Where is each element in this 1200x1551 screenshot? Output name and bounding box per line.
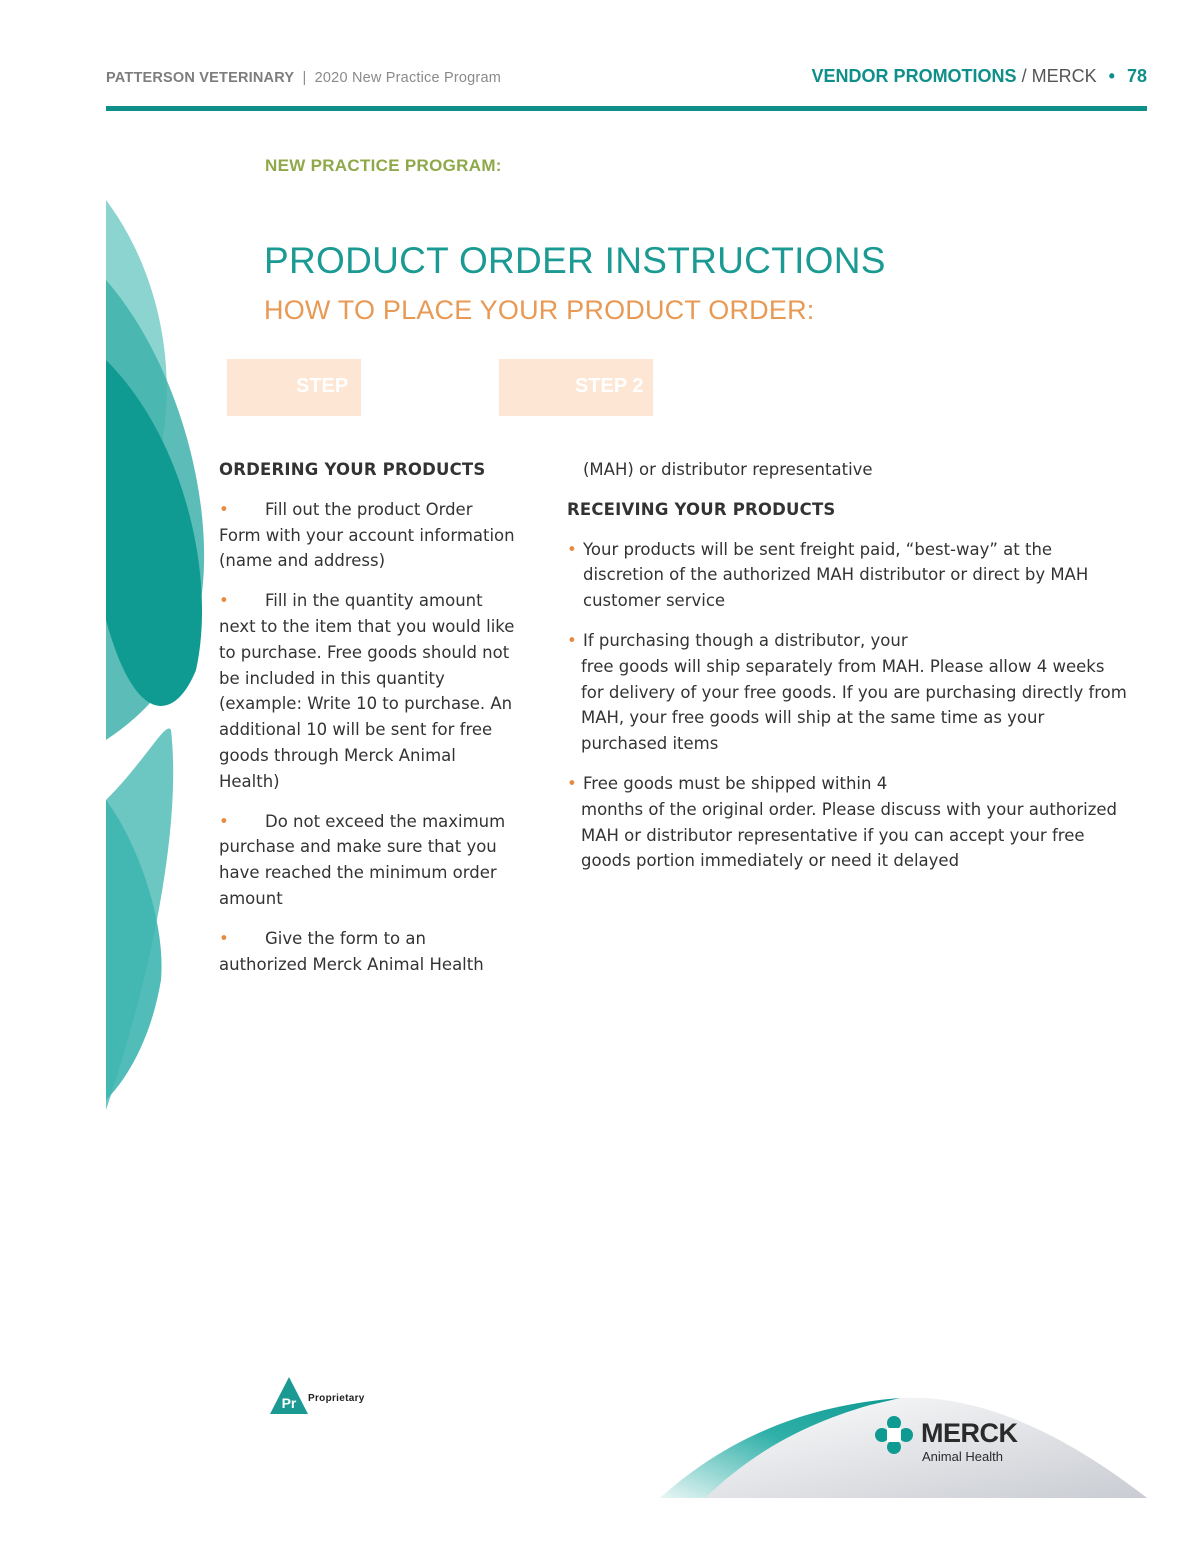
- receiving-item-lead: If purchasing though a distributor, your: [583, 630, 908, 650]
- program-name: 2020 New Practice Program: [314, 70, 501, 86]
- running-header-left: [106, 70, 501, 86]
- receiving-item: [567, 537, 1127, 614]
- step-2-badge: STEP 2: [499, 359, 653, 416]
- receiving-item-text: discretion of the authorized MAH distributor or direct by MAH customer service: [583, 565, 1089, 611]
- proprietary-icon: [270, 1377, 310, 1415]
- section-name: VENDOR PROMOTIONS: [811, 66, 1017, 86]
- bullet-icon: •: [219, 499, 229, 519]
- step-1-badge: STEP 1: [227, 359, 361, 416]
- receiving-item-text: free goods will ship separately from MAH. Please allow 4 weeks for delivery of your free goods. If you are purchasing directly from MAH, your free goods will ship at the same time as your purchased items: [581, 656, 1127, 754]
- left-wave-decoration: [106, 200, 216, 1110]
- page-title: PRODUCT ORDER INSTRUCTIONS: [264, 240, 886, 281]
- running-header-right: [812, 66, 1147, 87]
- merck-logo-icon: [874, 1415, 914, 1455]
- receiving-item-text: months of the original order. Please discuss with your authorized MAH or distributor representative if you can accept your free goods portion immediately or need it delayed: [581, 799, 1118, 871]
- bullet-icon: •: [567, 773, 577, 793]
- ordering-section: [219, 457, 519, 991]
- bullet-icon: •: [567, 630, 577, 650]
- bullet-icon: •: [219, 591, 229, 611]
- vendor-name: MERCK: [1031, 66, 1097, 86]
- receiving-item: [567, 628, 1127, 757]
- receiving-item-lead: Your products will be sent freight paid, “best-way” at the: [583, 539, 1053, 559]
- ordering-item: [219, 588, 519, 794]
- proprietary-label: Proprietary: [308, 1393, 365, 1404]
- ordering-item: [219, 926, 519, 978]
- bullet-icon: •: [219, 811, 229, 831]
- ordering-heading: ORDERING YOUR PRODUCTS: [219, 460, 486, 479]
- receiving-heading: RECEIVING YOUR PRODUCTS: [567, 499, 836, 519]
- header-bullet: •: [1108, 66, 1115, 86]
- bullet-icon: •: [219, 928, 229, 948]
- page-number: 78: [1126, 66, 1147, 86]
- bullet-icon: •: [567, 539, 577, 559]
- receiving-section: [567, 457, 1127, 888]
- ordering-item: [219, 497, 519, 574]
- ordering-item-text: Fill in the quantity amount next to the item that you would like to purchase. Free goods should not be included in this quantity (example: Write 10 to purchase. An additional 10 will be sent for free goods through Merck Animal Health): [219, 591, 515, 791]
- page-subtitle: HOW TO PLACE YOUR PRODUCT ORDER:: [264, 295, 815, 325]
- proprietary-mark: Pr: [281, 1395, 297, 1411]
- header-rule: [106, 106, 1147, 111]
- ordering-item-text: Fill out the product Order Form with your account information (name and address): [219, 499, 515, 571]
- ordering-continuation: (MAH) or distributor representative: [583, 460, 873, 479]
- ordering-item: [219, 809, 519, 912]
- brand-name: PATTERSON VETERINARY: [106, 70, 295, 86]
- ordering-item-text: Do not exceed the maximum purchase and make sure that you have reached the minimum order amount: [219, 811, 506, 908]
- header-slash: /: [1021, 66, 1027, 86]
- merck-subtitle: Animal Health: [922, 1449, 1003, 1464]
- receiving-item-lead: Free goods must be shipped within 4: [583, 773, 888, 793]
- header-separator: |: [302, 70, 307, 86]
- receiving-item: [567, 771, 1127, 874]
- merck-wordmark: MERCK: [921, 1418, 1018, 1448]
- eyebrow-label: NEW PRACTICE PROGRAM:: [265, 156, 502, 175]
- ordering-item-text: Give the form to an authorized Merck Animal Health: [219, 928, 484, 974]
